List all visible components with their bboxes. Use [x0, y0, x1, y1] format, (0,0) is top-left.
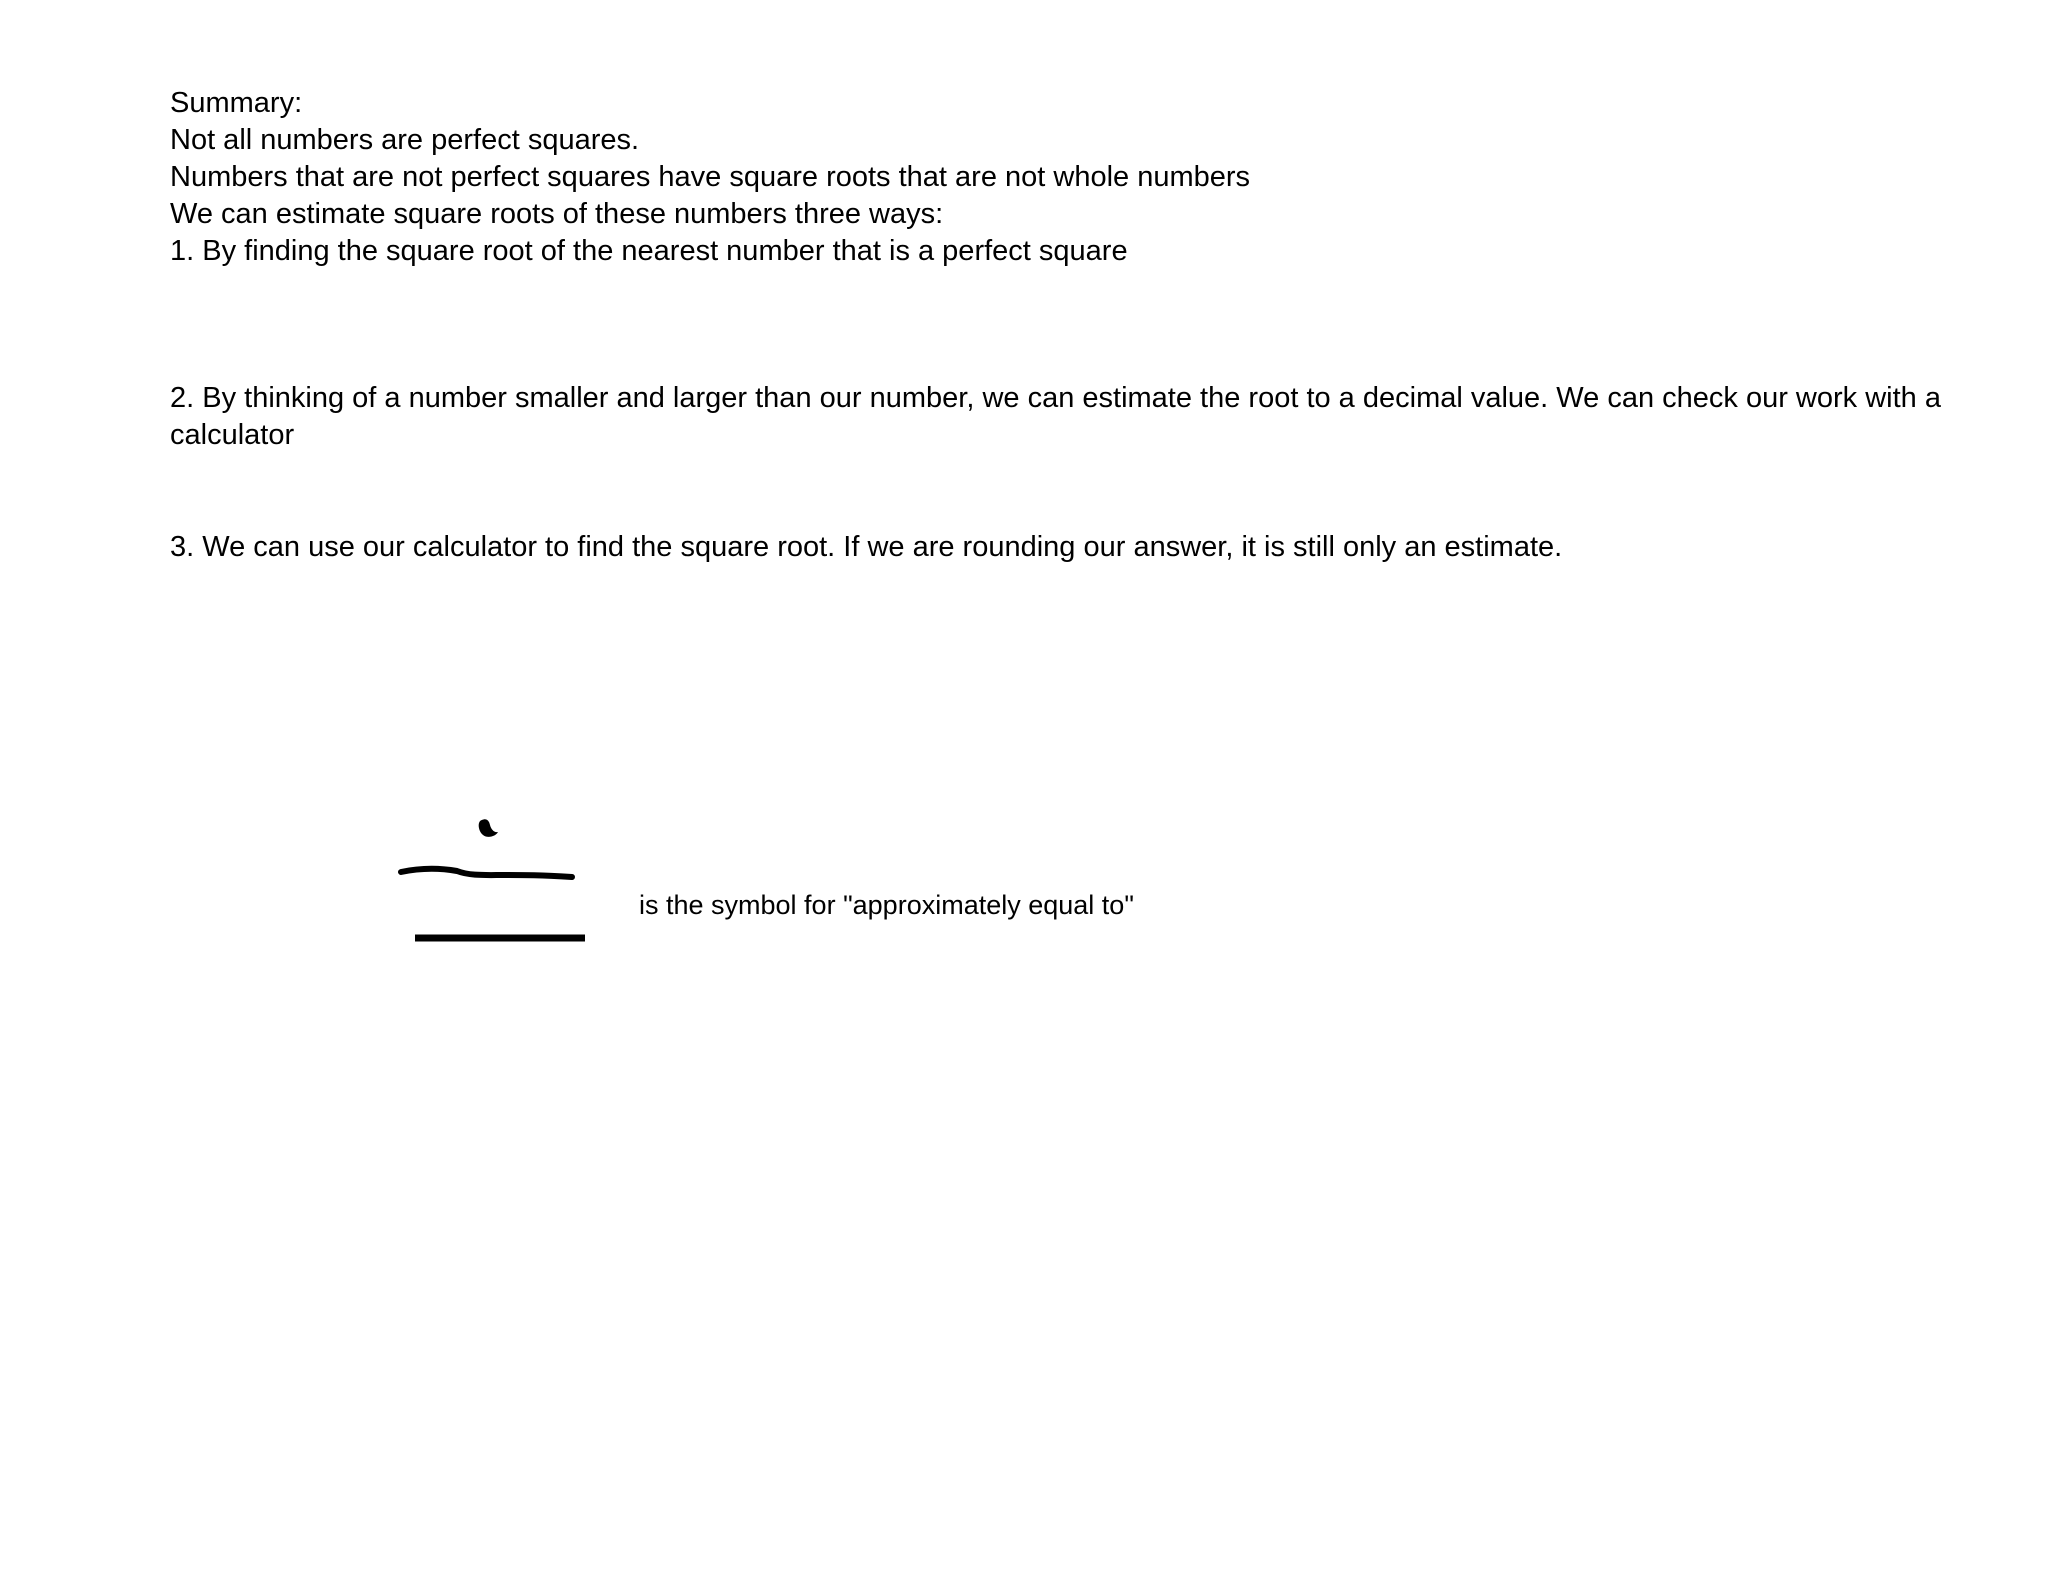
- method-item-2: 2. By thinking of a number smaller and larger than our number, we can estimate the root to a decimal value. We can check our work with a calculator: [170, 382, 1941, 451]
- summary-line-3: We can estimate square roots of these numbers three ways:: [170, 198, 944, 230]
- method-item-1: 1. By finding the square root of the nearest number that is a perfect square: [170, 235, 1128, 267]
- approximately-equal-handwritten-icon: [395, 805, 595, 950]
- summary-line-1: Not all numbers are perfect squares.: [170, 124, 640, 156]
- summary-heading: Summary:: [170, 87, 303, 119]
- method-item-3: 3. We can use our calculator to find the square root. If we are rounding our answer, it is still only an estimate.: [170, 531, 1563, 563]
- summary-line-2: Numbers that are not perfect squares have square roots that are not whole numbers: [170, 161, 1251, 193]
- symbol-caption: is the symbol for "approximately equal to": [639, 890, 1134, 920]
